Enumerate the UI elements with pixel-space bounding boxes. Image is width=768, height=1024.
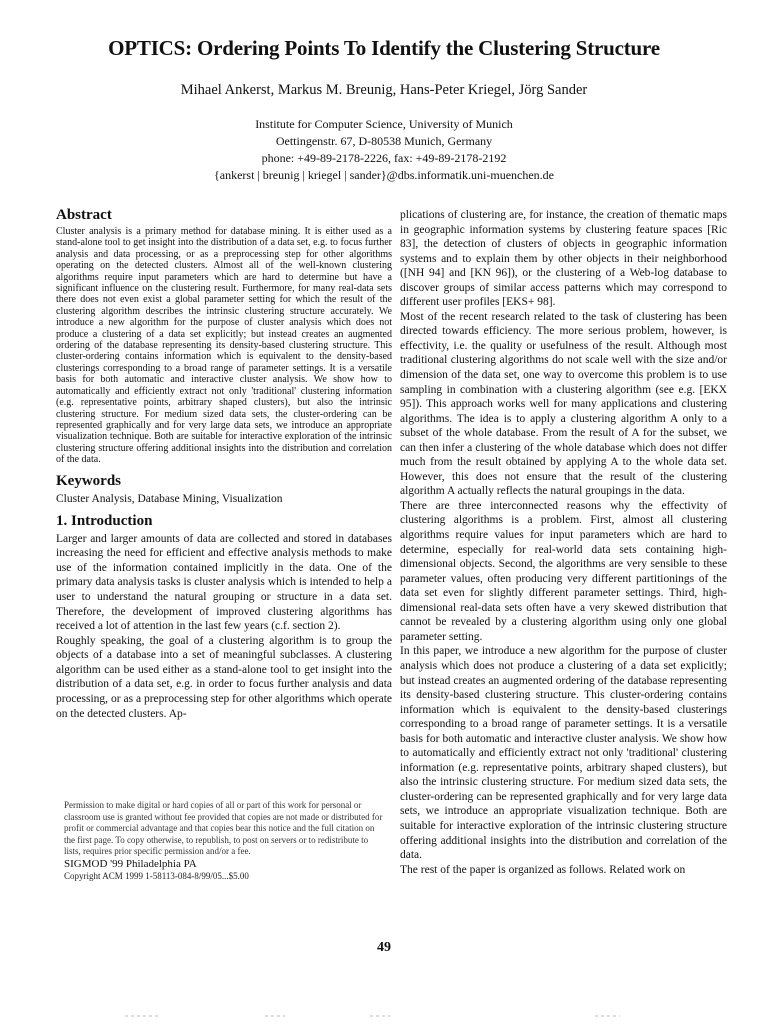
introduction-paragraph-1: Larger and larger amounts of data are collected and stored in databases increasing the need for efficient and effective analysis methods to make use of the information contained implicitly in the data. One of the primary data analysis tasks is cluster analysis which is intended to help a user to understand the natural grouping or structure in a data set. Therefore, the development of improved clustering algorithms has received a lot of attention in the last few years (c.f. section 2). bbox=[56, 532, 392, 633]
author-list: Mihael Ankerst, Markus M. Breunig, Hans-Peter Kriegel, Jörg Sander bbox=[180, 82, 588, 98]
abstract-text: Cluster analysis is a primary method for database mining. It is either used as a stand-alone tool to get insight into the distribution of a data set, e.g. to focus further analysis and data processing, or as a preprocessing step for other algorithms operating on the detected clusters. Almost all of the well-known clustering algorithms require input parameters which are hard to determine but have a significant influence on the clustering result. Furthermore, for many real-data sets there does not even exist a global parameter setting for which the result of the clustering algorithm describes the intrinsic clustering structure accurately. We introduce a new algorithm for the purpose of cluster analysis which does not produce a clustering of a data set explicitly; but instead creates an augmented ordering of the database representing its density-based clustering structure. This cluster-ordering contains information which is equivalent to the density-based clusterings corresponding to a broad range of parameter settings. It is a versatile basis for both automatic and interactive cluster analysis. We show how to automatically and efficiently extract not only 'traditional' clustering information (e.g. representative points, arbitrary shaped clusters), but also the intrinsic clustering structure. For medium sized data sets, the cluster-ordering can be represented graphically and for very large data sets, we introduce an appropriate visualization technique. Both are suitable for interactive exploration of the intrinsic clustering structure offering additional insights into the distribution and correlation of the data. bbox=[56, 226, 392, 466]
abstract-heading: Abstract bbox=[56, 207, 112, 223]
keywords-text: Cluster Analysis, Database Mining, Visualization bbox=[56, 492, 283, 505]
street-address: Oettingenstr. 67, D-80538 Munich, Germany bbox=[275, 134, 493, 148]
right-paragraph-2: Most of the recent research related to the task of clustering has been directed towards efficiency. The more serious problem, however, is effectivity, i.e. the quality or usefulness of the result. Although most traditional clustering algorithms do not scale well with the size and/or dimension of the data set, one way to overcome this problem is to use sampling in combination with a clustering algorithm (see e.g. [EKX 95]). This approach works well for many applications and clustering algorithms. The idea is to apply a clustering algorithm A only to a subset of the whole database. From the result of A for the subset, we can then infer a clustering of the whole database which does not differ much from the result obtained by applying A to the whole data set. However, this does not ensure that the result of the clustering algorithm A actually reflects the natural groupings in the data. bbox=[400, 310, 727, 498]
right-paragraph-1: plications of clustering are, for instance, the creation of thematic maps in geographic information systems by clustering feature spaces [Ric 83], the detection of clusters of objects in geographic information systems and to explain them by other objects in their neighborhood ([NH 94] and [KN 96]), or the clustering of a Web-log database to discover groups of similar access patterns which may correspond to different user profiles [EKS+ 98]. bbox=[400, 209, 727, 309]
phone-fax: phone: +49-89-2178-2226, fax: +49-89-2178-2192 bbox=[261, 151, 507, 165]
right-paragraph-5: The rest of the paper is organized as follows. Related work on bbox=[400, 863, 686, 876]
page-number: 49 bbox=[377, 940, 391, 955]
right-column bbox=[400, 208, 727, 908]
keywords-heading: Keywords bbox=[56, 472, 121, 489]
copyright-line: Copyright ACM 1999 1-58113-084-8/99/05...$5.00 bbox=[64, 870, 249, 881]
institute-name: Institute for Computer Science, University of Munich bbox=[255, 117, 513, 131]
affiliation-block bbox=[0, 116, 768, 184]
right-paragraph-4: In this paper, we introduce a new algorithm for the purpose of cluster analysis which does not produce a clustering of a data set explicitly; but instead creates an augmented ordering of the database representing its density-based clustering structure. This cluster-ordering contains information which is equivalent to the density-based clusterings corresponding to a broad range of parameter settings. It is a versatile basis for both automatic and interactive cluster analysis. We show how to automatically and efficiently extract not only 'traditional' clustering information (e.g. representative points, arbitrary shaped clusters), but also the intrinsic clustering structure. For medium sized data sets, the cluster-ordering can be represented graphically and for very large data sets, we introduce an appropriate visualization technique. Both are suitable for interactive exploration of the intrinsic clustering structure offering additional insights into the distribution and correlation of the data. bbox=[400, 645, 727, 862]
email-addresses: {ankerst | breunig | kriegel | sander}@dbs.informatik.uni-muenchen.de bbox=[213, 168, 554, 182]
conference-line: SIGMOD '99 Philadelphia PA bbox=[64, 857, 197, 870]
permission-text: Permission to make digital or hard copies of all or part of this work for personal or classroom use is granted without fee provided that copies are not made or distributed for profit or commercial advantage and that copies bear this notice and the full citation on the first page. To copy otherwise, to republish, to post on servers or to redistribute to lists, requires prior specific permission and/or a fee. bbox=[64, 800, 383, 857]
permission-notice bbox=[64, 800, 384, 883]
right-paragraph-3: There are three interconnected reasons why the effectivity of clustering algorithms is a problem. First, almost all clustering algorithms require values for input parameters which are hard to determine, especially for real-world data sets containing high-dimensional objects. Second, the algorithms are very sensible to these parameter values, often producing very different partitionings of the data set even for slightly different parameter settings. Third, high-dimensional real-data sets often have a very skewed distribution that cannot be revealed by a clustering algorithm using only one global parameter setting. bbox=[400, 499, 727, 643]
paper-title: OPTICS: Ordering Points To Identify the Clustering Structure bbox=[108, 36, 660, 60]
scan-artifact-marks bbox=[0, 1012, 768, 1020]
introduction-paragraph-2: Roughly speaking, the goal of a clustering algorithm is to group the objects of a database into a set of meaningful subclasses. A clustering algorithm can be used either as a stand-alone tool to get insight into the distribution of a data set, e.g. in order to focus further analysis and data processing, or as a preprocessing step for other algorithms which operate on the detected clusters. Ap- bbox=[56, 634, 392, 720]
introduction-heading: 1. Introduction bbox=[56, 512, 153, 529]
